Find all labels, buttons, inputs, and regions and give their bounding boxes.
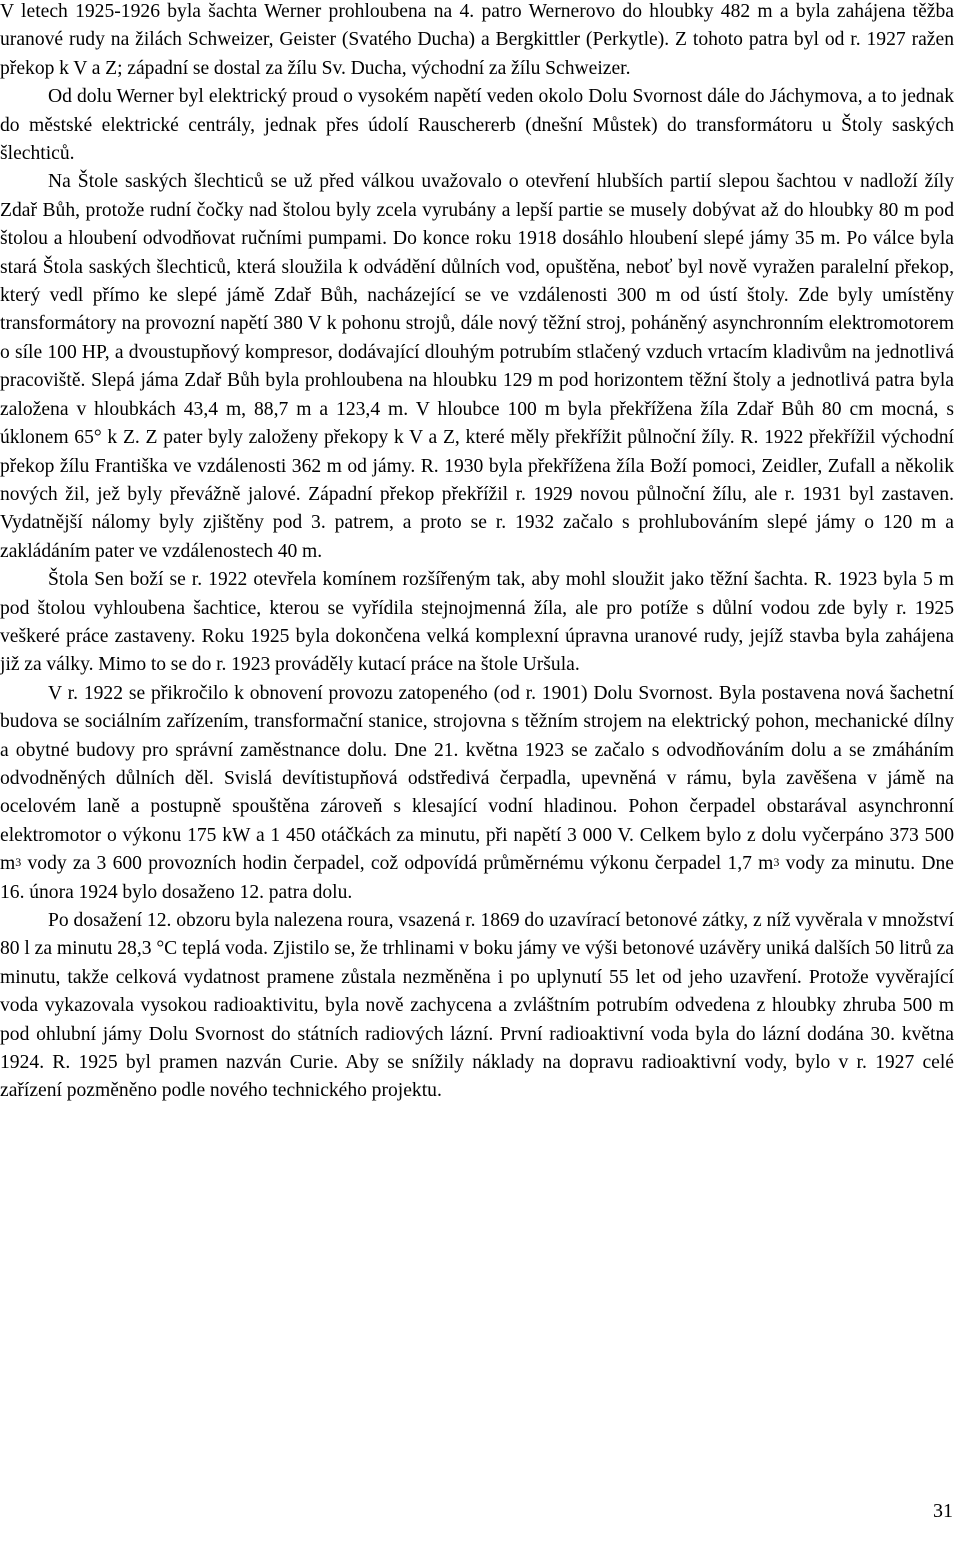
cubic-superscript-2: 3 (773, 855, 780, 870)
paragraph-2: Od dolu Werner byl elektrický proud o vysokém napětí veden okolo Dolu Svornost dále do Jáchymova, a to jednak do městské elektrické centrály, jednak přes údolí Rauschererb (dnešní Můstek) do transformátoru u Štoly saských šlechticů. (0, 86, 954, 165)
cubic-superscript-1: 3 (15, 855, 22, 870)
paragraph-5 (0, 680, 954, 907)
page-number: 31 (933, 1500, 953, 1522)
paragraph-3: Na Štole saských šlechticů se už před válkou uvažovalo o otevření hlubších partií slepou šachtou v nadloží žíly Zdař Bůh, protože rudní čočky nad štolou byly zcela vyrubány a lepší partie se musely dobývat až do hloubky 80 m pod štolou a hloubení odvodňovat ručními pumpami. Do konce roku 1918 dosáhlo hloubení slepé jámy 35 m. Po válce byla stará Štola saských šlechticů, která sloužila k odvádění důlních vod, opuštěna, neboť byl nově vyražen paralelní překop, který vedl přímo ke slepé jámě Zdař Bůh, nacházející se ve vzdálenosti 300 m od ústí štoly. Zde byly umístěny transformátory na provozní napětí 380 V k pohonu strojů, dále nový těžní stroj, poháněný asynchronním elektromotorem o síle 100 HP, a dvoustupňový kompresor, dodávající dlouhým potrubím stlačený vzduch vrtacím kladivům na jednotlivá pracoviště. Slepá jáma Zdař Bůh byla prohloubena na hloubku 129 m pod horizontem těžní štoly a jednotlivá patra byla založena v hloubkách 43,4 m, 88,7 m a 123,4 m. V hloubce 100 m byla překřížena žíla Zdař Bůh 80 cm mocná, s úklonem 65° k Z. Z pater byly založeny překopy k V a Z, které měly překřížit půlnoční žíly. R. 1922 překřížil východní překop žílu Františka ve vzdálenosti 362 m od jámy. R. 1930 byla překřížena žíla Boží pomoci, Zeidler, Zufall a několik nových žil, jež byly převážně jalové. Západní překop překřížil r. 1929 novou půlnoční žílu, ale r. 1931 byl zastaven. Vydatnější nálomy byly zjištěny pod 3. patrem, a proto se r. 1932 začalo s prohlubováním slepé jámy o 120 m a zakládáním pater ve vzdálenostech 40 m. (0, 171, 954, 562)
paragraph-5-part-1: V r. 1922 se přikročilo k obnovení provozu zatopeného (od r. 1901) Dolu Svornost. Byla postavena nová šachetní budova se sociálním zařízením, transformační stanice, strojovna s těžním strojem na elektrický pohon, mechanické dílny a obytné budovy pro správní zaměstnance dolu. Dne 21. května 1923 se začalo s odvodňováním dolu a se zmáháním odvodněných důlních děl. Svislá devítistupňová odstředivá čerpadla, upevněná v rámu, byla zavěšena v jámě na ocelovém laně a postupně spouštěna zároveň s klesající vodní hladinou. Pohon čerpadel obstarával asynchronní elektromotor o výkonu 175 kW a 1 450 otáčkách za minutu, při napětí 3 000 V. Celkem bylo z dolu vyčerpáno 373 500 m (0, 682, 954, 875)
paragraph-4: Štola Sen boží se r. 1922 otevřela komínem rozšířeným tak, aby mohl sloužit jako těžní šachta. R. 1923 byla 5 m pod štolou vyhloubena šachtice, kterou se vyřídila stejnojmenná žíla, ale pro potíže s důlní vodou zde byly r. 1925 veškeré práce zastaveny. Roku 1925 byla dokončena velká komplexní úpravna uranové rudy, jejíž stavba byla zahájena již za války. Mimo to se do r. 1923 prováděly kutací práce na štole Uršula. (0, 569, 954, 676)
paragraph-5-part-3: vody za minutu. Dne 16. února 1924 bylo dosaženo 12. patra dolu. (0, 853, 955, 903)
paragraph-6: Po dosažení 12. obzoru byla nalezena roura, vsazená r. 1869 do uzavírací betonové zátky, z níž vyvěrala v množství 80 l za minutu 28,3 °C teplá voda. Zjistilo se, že trhlinami v boku jámy ve výši betonové uzávěry uniká dalších 50 litrů za minutu, takže celková vydatnost pramene zůstala nezměněna i po uplynutí 55 let od jeho uzavření. Protože vyvěrající voda vykazovala vysokou radioaktivitu, byla nově zachycena a zvláštním potrubím odvedena z hloubky zhruba 500 m pod ohlubní jámy Dolu Svornost do státních radiových lázní. První radioaktivní voda byla do lázní dodána 30. května 1924. R. 1925 byl pramen nazván Curie. Aby se snížily náklady na dopravu radioaktivní vody, bylo v r. 1927 celé zařízení pozměněno podle nového technického projektu. (0, 910, 954, 1102)
paragraph-1: V letech 1925-1926 byla šachta Werner prohloubena na 4. patro Wernerovo do hloubky 482 m a byla zahájena těžba uranové rudy na žilách Schweizer, Geister (Svatého Ducha) a Bergkittler (Perkytle). Z tohoto patra byl od r. 1927 ražen překop k V a Z; západní se dostal za žílu Sv. Ducha, východní za žílu Schweizer. (0, 1, 954, 79)
paragraph-5-part-2: vody za 3 600 provozních hodin čerpadel, což odpovídá průměrnému výkonu čerpadel 1,7 m (21, 853, 774, 875)
